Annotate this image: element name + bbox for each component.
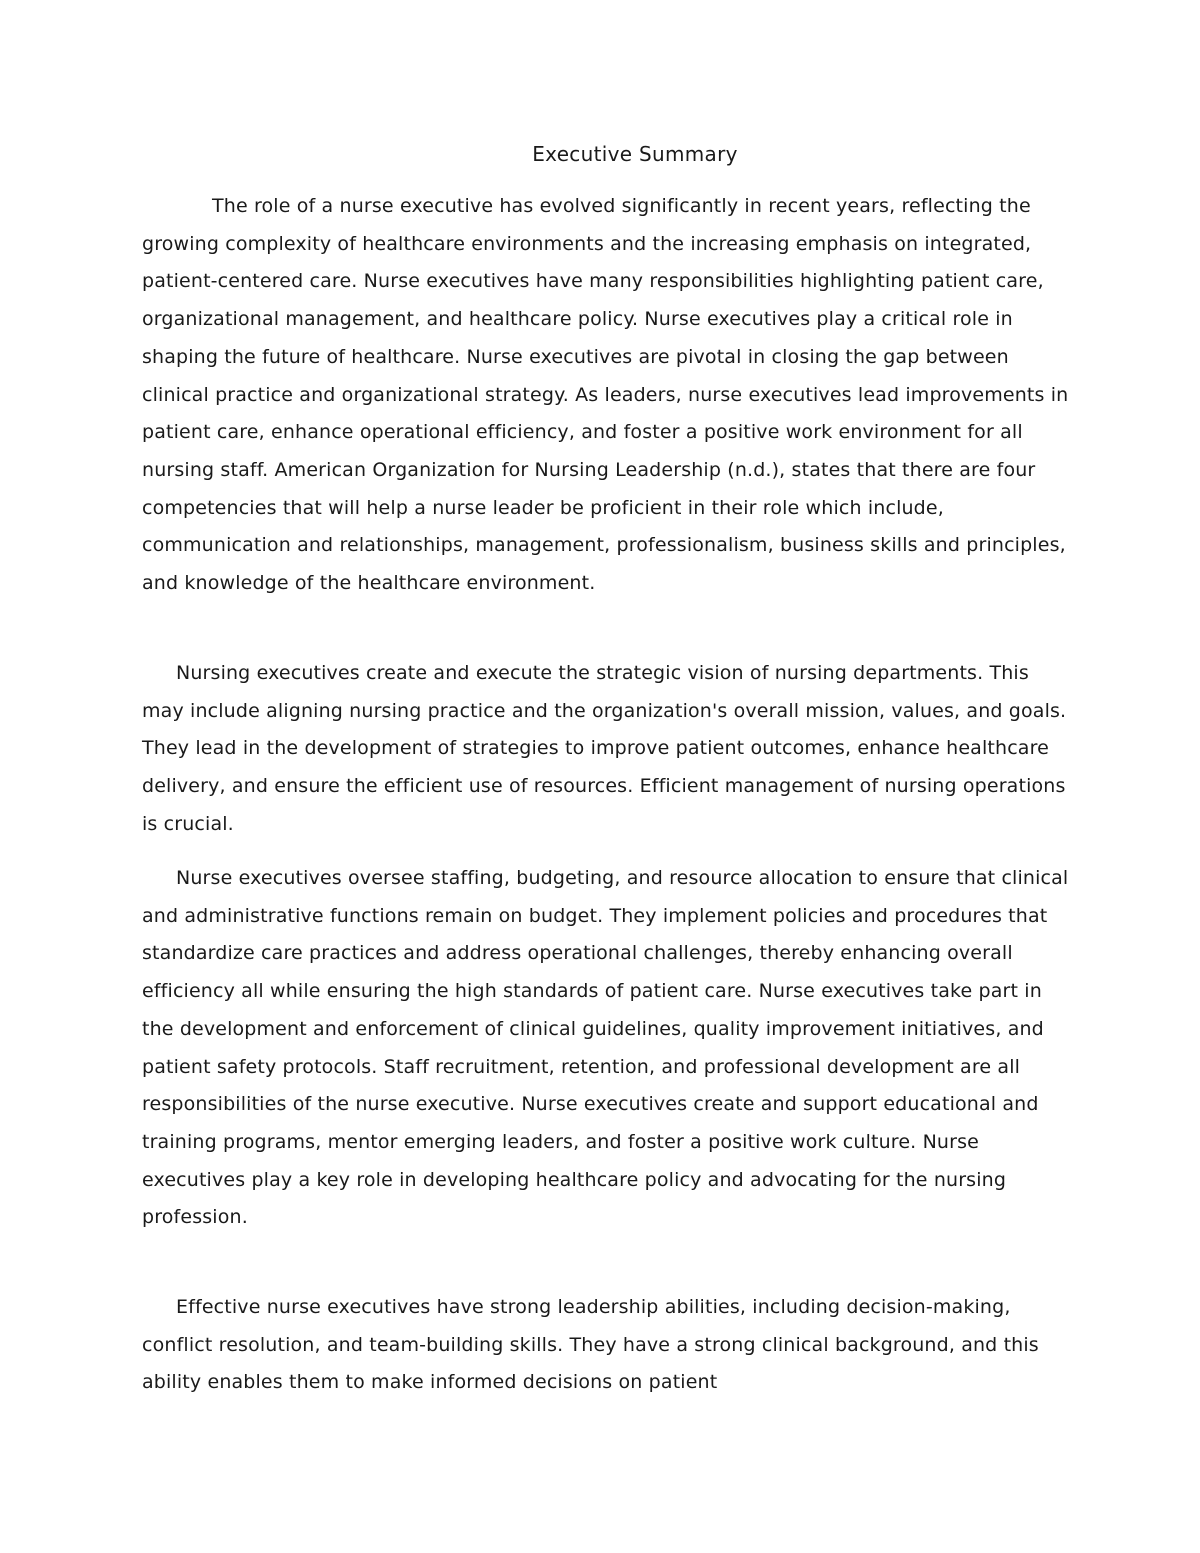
document-title: Executive Summary xyxy=(532,142,738,166)
paragraph-4: Effective nurse executives have strong leadership abilities, including decision-making, conflict resolution, and team-building skills. They have a strong clinical background, and this ability enables them to make informed decisions on patient xyxy=(142,1296,1039,1394)
paragraph-2: Nursing executives create and execute the strategic vision of nursing departments. This may include aligning nursing practice and the organization's overall mission, values, and goals. They lead in the development of strategies to improve patient outcomes, enhance healthcare delivery, and ensure the efficient use of resources. Efficient management of nursing operations is crucial. xyxy=(142,662,1067,835)
paragraph-1: The role of a nurse executive has evolved significantly in recent years, reflecting the growing complexity of healthcare environments and the increasing emphasis on integrated, patient-centered care. Nurse executives have many responsibilities highlighting patient care, organizational management, and healthcare policy. Nurse executives play a critical role in shaping the future of healthcare. Nurse executives are pivotal in closing the gap between clinical practice and organizational strategy. As leaders, nurse executives lead improvements in patient care, enhance operational efficiency, and foster a positive work environment for all nursing staff. American Organization for Nursing Leadership (n.d.), states that there are four competencies that will help a nurse leader be proficient in their role which include, communication and relationships, management, professionalism, business skills and principles, and knowledge of the healthcare environment. xyxy=(142,195,1069,595)
paragraph-3: Nurse executives oversee staffing, budgeting, and resource allocation to ensure that clinical and administrative functions remain on budget. They implement policies and procedures that standardize care practices and address operational challenges, thereby enhancing overall efficiency all while ensuring the high standards of patient care. Nurse executives take part in the development and enforcement of clinical guidelines, quality improvement initiatives, and patient safety protocols. Staff recruitment, retention, and professional development are all responsibilities of the nurse executive. Nurse executives create and support educational and training programs, mentor emerging leaders, and foster a positive work culture. Nurse executives play a key role in developing healthcare policy and advocating for the nursing profession. xyxy=(142,867,1069,1229)
